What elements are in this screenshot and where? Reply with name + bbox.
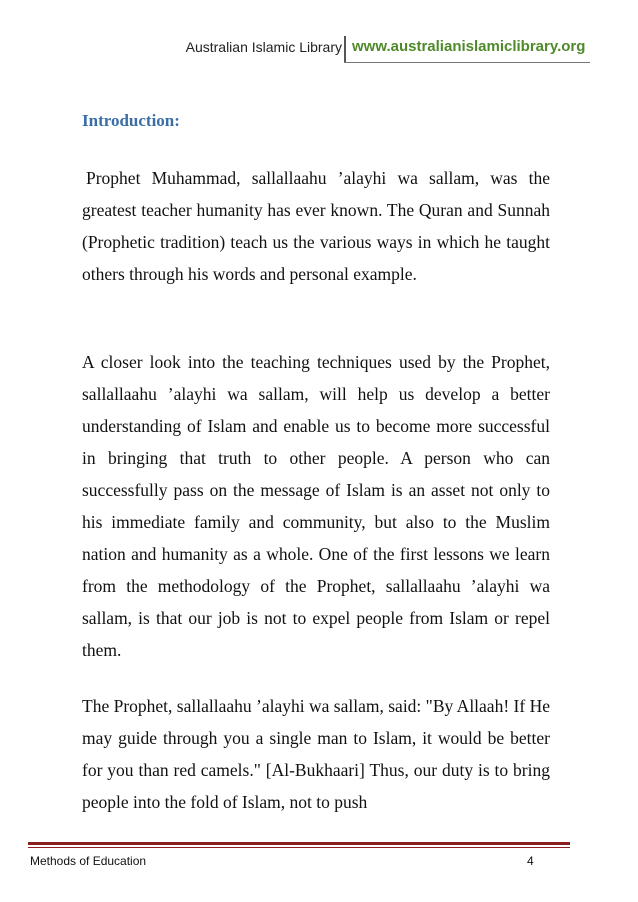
footer-rule-thin bbox=[28, 847, 570, 848]
section-heading: Introduction: bbox=[82, 111, 180, 130]
page-header bbox=[0, 34, 638, 64]
footer-rule-thick bbox=[28, 842, 570, 845]
footer-page-number: 4 bbox=[527, 854, 534, 868]
header-underline bbox=[344, 62, 590, 63]
header-website-link[interactable]: www.australianislamiclibrary.org bbox=[352, 38, 586, 55]
paragraph-3: The Prophet, sallallaahu ’alayhi wa sallam, said: "By Allaah! If He may guide through you a single man to Islam, it would be better for you than red camels." [Al-Bukhaari] Thus, our duty is to bring people into the fold of Islam, not to push bbox=[82, 696, 550, 812]
header-library-name: Australian Islamic Library bbox=[185, 39, 342, 55]
paragraph-2: A closer look into the teaching techniques used by the Prophet, sallallaahu ’alayhi wa sallam, will help us develop a better understanding of Islam and enable us to become more successful in bringing that truth to other people. A person who can successfully pass on the message of Islam is an asset not only to his immediate family and community, but also to the Muslim nation and humanity as a whole. One of the first lessons we learn from the methodology of the Prophet, sallallaahu ’alayhi wa sallam, is that our job is not to expel people from Islam or repel them. bbox=[82, 352, 550, 660]
paragraph-1: Prophet Muhammad, sallallaahu ’alayhi wa sallam, was the greatest teacher humanity has ever known. The Quran and Sunnah (Prophetic tradition) teach us the various ways in which he taught others through his words and personal example. bbox=[82, 168, 550, 284]
header-separator bbox=[344, 36, 346, 62]
footer-document-title: Methods of Education bbox=[30, 854, 147, 868]
